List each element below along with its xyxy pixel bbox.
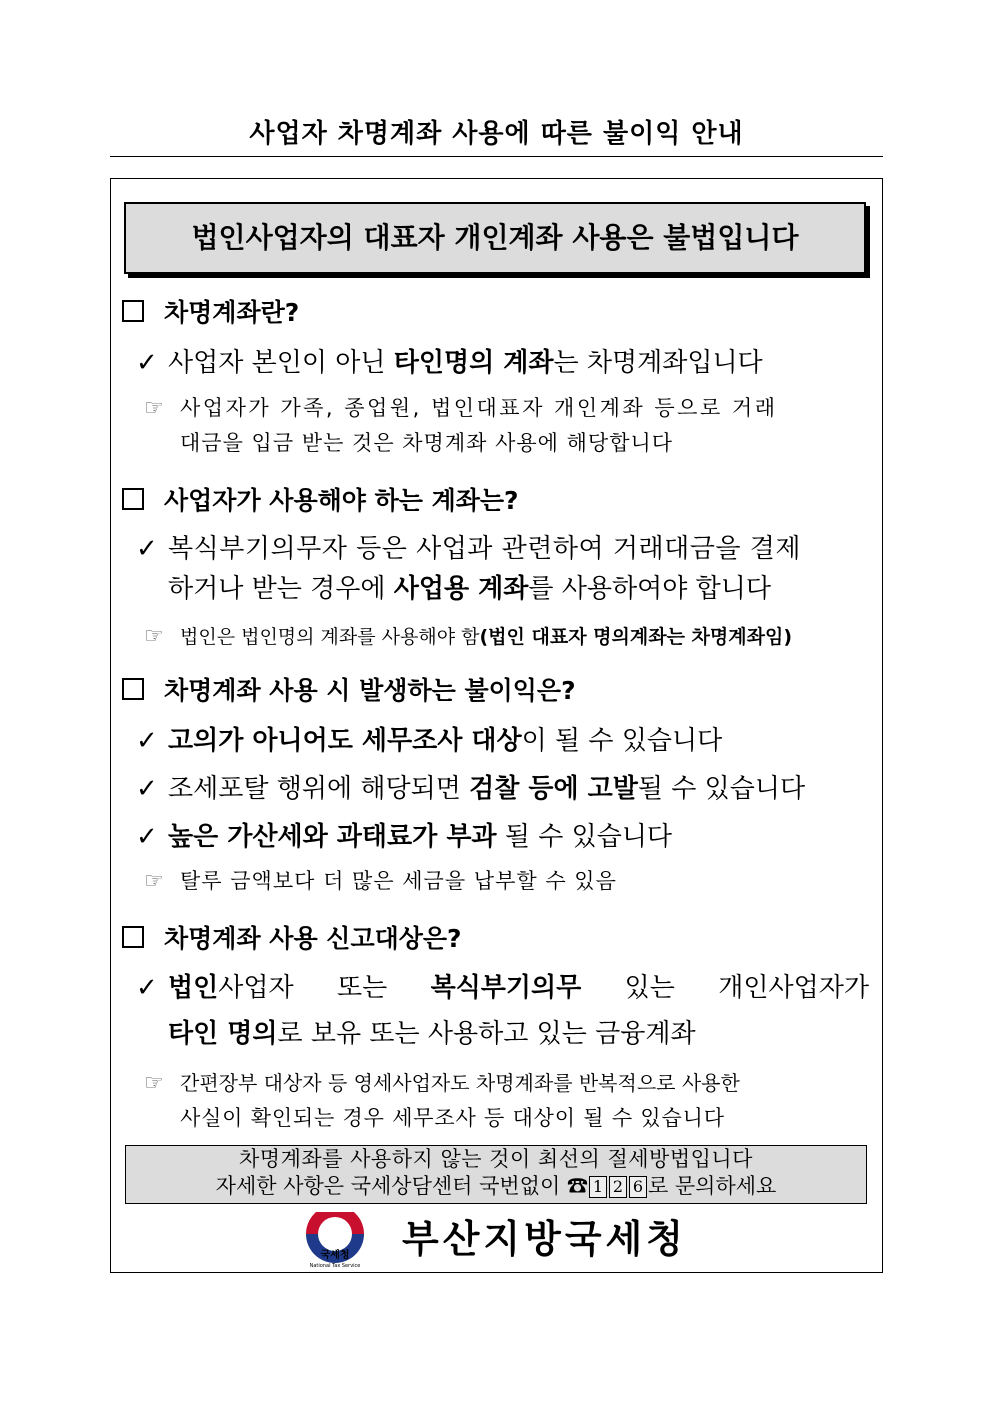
s1-c1-b: 타인명의 계좌 — [393, 348, 554, 378]
s3-c1-b: 고의가 아니어도 세무조사 대상 — [168, 726, 522, 756]
section-4-note-1 — [144, 1066, 868, 1135]
footer-box — [125, 1145, 867, 1204]
pointing-hand-icon: ☞ — [144, 869, 164, 894]
footer-line-2b: 로 문의하세요 — [647, 1174, 777, 1198]
headline-box: 법인사업자의 대표자 개인계좌 사용은 불법입니다 — [124, 202, 866, 274]
pointing-hand-icon: ☞ — [144, 396, 164, 421]
s4-c1-a5: 로 보유 또는 사용하고 있는 금융계좌 — [277, 1019, 696, 1049]
section-3-check-1 — [136, 721, 722, 761]
s3-c3-c: 될 수 있습니다 — [496, 822, 673, 852]
s3-c3-b: 높은 가산세와 과태료가 부과 — [168, 822, 497, 852]
logo-en-text: National Tax Service — [309, 1263, 361, 1269]
section-2-heading — [122, 484, 519, 518]
section-3-check-2 — [136, 769, 805, 809]
check-mark-icon: ✓ — [136, 774, 158, 804]
section-1-check-1 — [136, 343, 763, 383]
s3-c2-c: 될 수 있습니다 — [637, 774, 806, 804]
check-mark-icon: ✓ — [136, 973, 158, 1003]
square-box-icon — [122, 678, 144, 700]
section-3-check-3 — [136, 817, 672, 857]
s1-c1-a: 사업자 본인이 아닌 — [168, 348, 394, 378]
s4-c1-b1: 법인 — [168, 973, 219, 1003]
s1-n1-l1: 사업자가 가족, 종업원, 법인대표자 개인계좌 등으로 거래 — [180, 396, 778, 420]
square-box-icon — [122, 300, 144, 322]
section-2-check-1 — [136, 529, 869, 609]
check-mark-icon: ✓ — [136, 822, 158, 852]
footer-line-2a: 자세한 사항은 국세상담센터 국번없이 — [215, 1174, 567, 1198]
nts-logo-icon — [300, 1212, 370, 1270]
phone-digit-3: 6 — [629, 1176, 647, 1198]
s4-c1-a1: 사업자 — [218, 973, 294, 1003]
section-4-check-1 — [136, 968, 869, 1054]
phone-digit-2: 2 — [609, 1176, 627, 1198]
s2-n1-b: (법인 대표자 명의계좌는 차명계좌임) — [479, 626, 793, 648]
section-2-heading-text: 사업자가 사용해야 하는 계좌는? — [164, 486, 519, 515]
section-3-heading-text: 차명계좌 사용 시 발생하는 불이익은? — [164, 676, 576, 705]
phone-digit-1: 1 — [589, 1176, 607, 1198]
s3-c1-c: 이 될 수 있습니다 — [521, 726, 723, 756]
section-2-note-1 — [144, 619, 792, 654]
organization-name: 부산지방국세청 — [402, 1217, 687, 1261]
logo-ko-text: 국세청 — [320, 1250, 350, 1261]
s3-c2-b: 검찰 등에 고발 — [469, 774, 638, 804]
section-1-note-1 — [144, 391, 868, 460]
check-mark-icon: ✓ — [136, 348, 158, 378]
section-4-heading — [122, 922, 462, 956]
footer-line-2 — [126, 1173, 866, 1200]
section-3-heading — [122, 674, 576, 708]
s2-c1-a: 하거나 받는 경우에 — [168, 574, 394, 604]
section-1-heading — [122, 296, 299, 330]
pointing-hand-icon: ☞ — [144, 624, 164, 649]
square-box-icon — [122, 488, 144, 510]
check-mark-icon: ✓ — [136, 534, 158, 564]
square-box-icon — [122, 926, 144, 948]
s2-n1-a: 법인은 법인명의 계좌를 사용해야 함 — [180, 626, 480, 648]
s4-c1-b2: 복식부기의무 — [430, 973, 582, 1003]
check-mark-icon: ✓ — [136, 726, 158, 756]
s4-c1-a2: 또는 — [336, 973, 388, 1003]
s2-c1-b: 사업용 계좌 — [393, 574, 529, 604]
s2-c1-c: 를 사용하여야 합니다 — [528, 574, 771, 604]
section-3-note-1 — [144, 864, 617, 899]
pointing-hand-icon: ☞ — [144, 1071, 164, 1096]
s2-c1-l1: 복식부기의무자 등은 사업과 관련하여 거래대금을 결제 — [168, 534, 801, 564]
s3-n1: 탈루 금액보다 더 많은 세금을 납부할 수 있음 — [180, 869, 617, 893]
footer-line-1: 차명계좌를 사용하지 않는 것이 최선의 절세방법입니다 — [239, 1147, 753, 1171]
title-underline — [110, 156, 883, 157]
s3-c2-a: 조세포탈 행위에 해당되면 — [168, 774, 470, 804]
s4-n1-l2: 사실이 확인되는 경우 세무조사 등 대상이 될 수 있습니다 — [180, 1106, 725, 1130]
s4-c1-a3: 있는 — [624, 973, 675, 1003]
section-1-heading-text: 차명계좌란? — [164, 298, 300, 327]
s4-n1-l1: 간편장부 대상자 등 영세사업자도 차명계좌를 반복적으로 사용한 — [180, 1071, 740, 1095]
s4-c1-b3: 타인 명의 — [168, 1019, 278, 1049]
s4-c1-a4: 개인사업자가 — [718, 973, 869, 1003]
page-title: 사업자 차명계좌 사용에 따른 불이익 안내 — [249, 119, 744, 149]
phone-icon: ☎ — [566, 1174, 588, 1198]
section-4-heading-text: 차명계좌 사용 신고대상은? — [164, 924, 462, 953]
s1-n1-l2: 대금을 입금 받는 것은 차명계좌 사용에 해당합니다 — [180, 431, 674, 455]
s1-c1-c: 는 차명계좌입니다 — [553, 348, 763, 378]
